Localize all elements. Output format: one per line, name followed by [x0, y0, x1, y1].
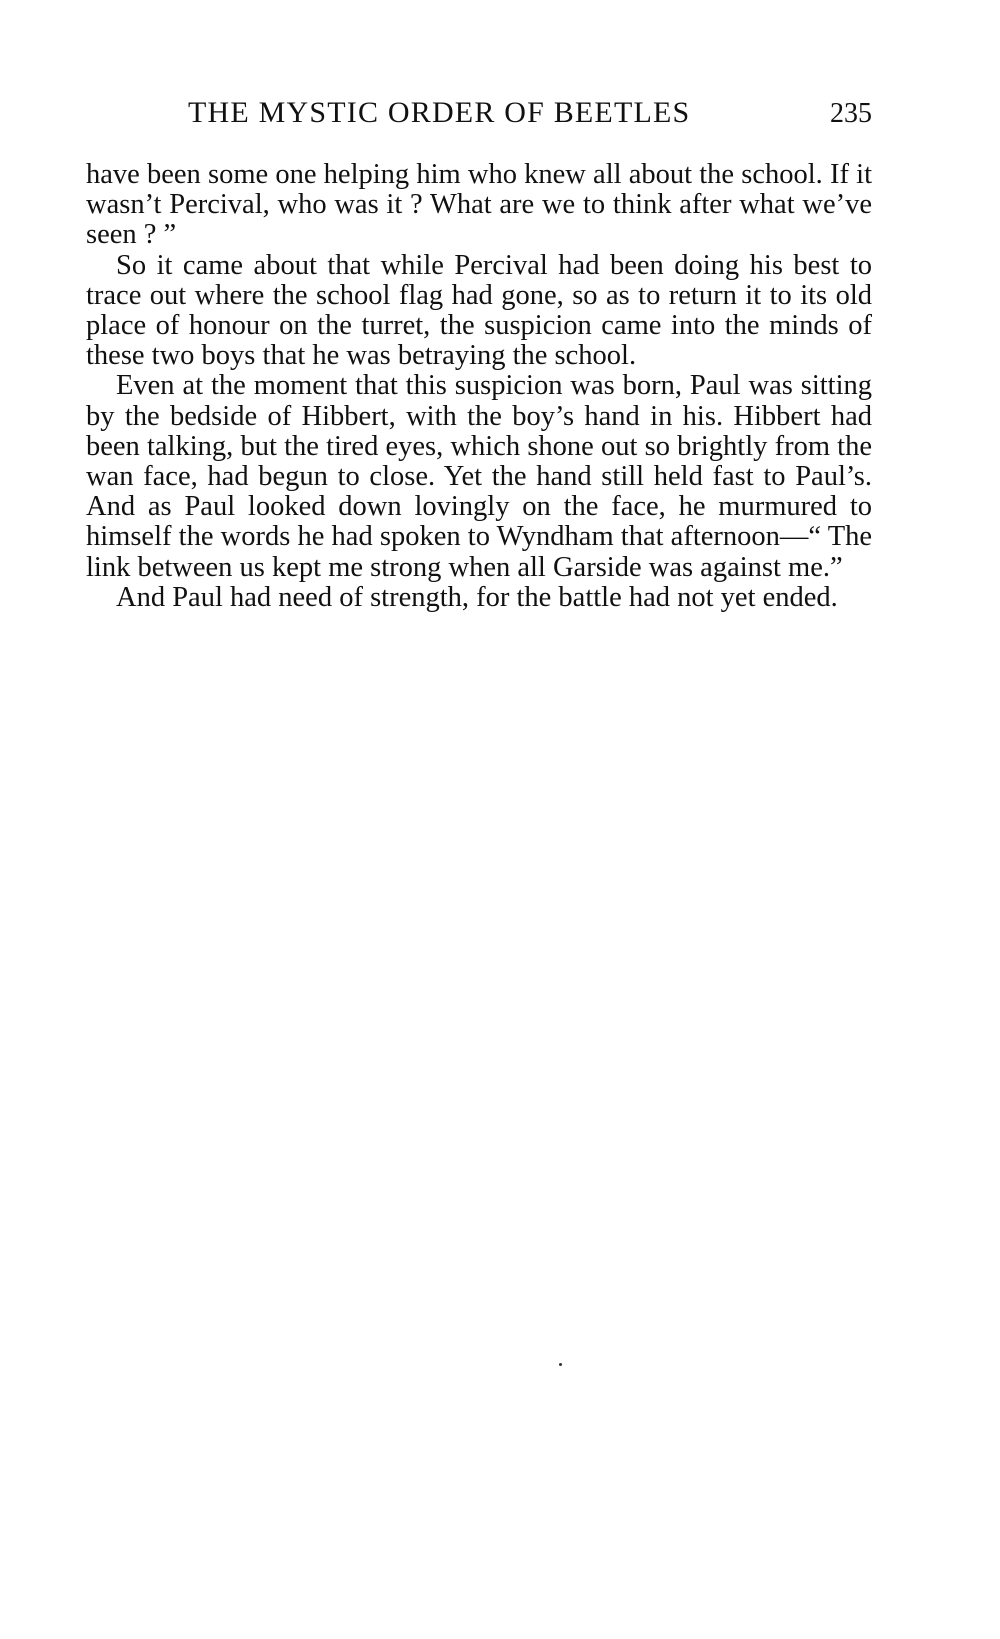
- ink-speck: [559, 1363, 562, 1366]
- paragraph-1: have been some one helping him who knew all about the school. If it wasn’t Percival, who was it ? What are we to think after what we’ve seen ? ”: [86, 159, 872, 251]
- paragraph-2: So it came about that while Percival had been doing his best to trace out where the school flag had gone, so as to return it to its old place of honour on the turret, the suspicion came into the minds of these two boys that he was betraying the school.: [86, 249, 872, 372]
- body-text: [86, 160, 872, 613]
- page-number: 235: [830, 98, 872, 129]
- page-header: [86, 96, 872, 136]
- paragraph-3: Even at the moment that this suspicion was born, Paul was sitting by the bedside of Hibbert, with the boy’s hand in his. Hibbert had been talking, but the tired eyes, which shone out so brightly from the wan face, had begun to close. Yet the hand still held fast to Paul’s. And as Paul looked down lovingly on the face, he murmured to himself the words he had spoken to Wyndham that afternoon—“ The link between us kept me strong when all Garside was against me.”: [86, 370, 872, 583]
- running-title: THE MYSTIC ORDER OF BEETLES: [188, 96, 691, 129]
- paragraph-4: And Paul had need of strength, for the battle had not yet ended.: [116, 581, 838, 613]
